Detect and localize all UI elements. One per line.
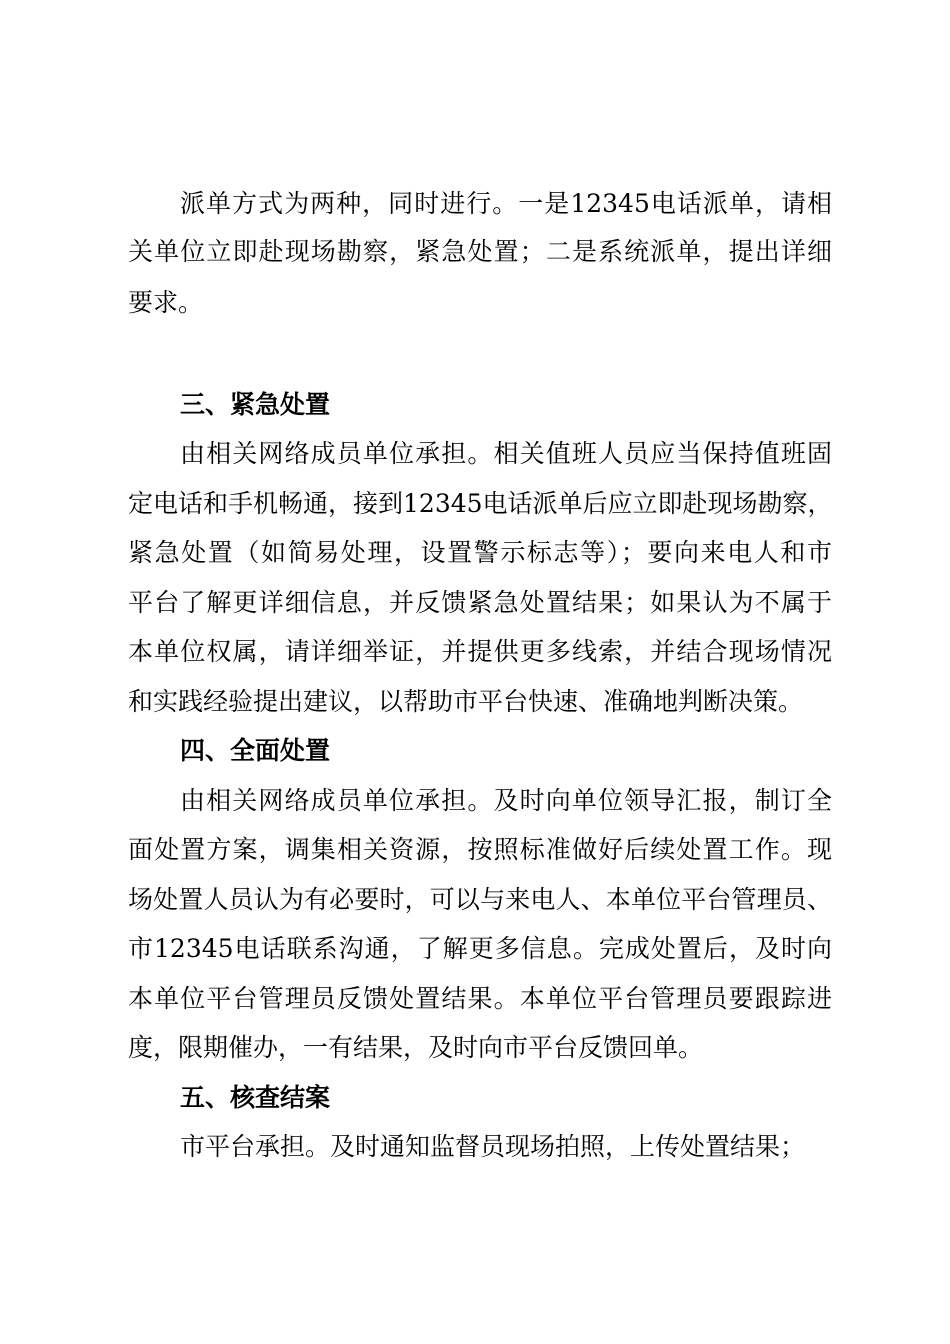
- paragraph-emergency-line-4: 平台了解更详细信息，并反馈紧急处置结果；如果认为不属于: [128, 588, 832, 617]
- section-heading-verify-close: 五、核查结案: [180, 1083, 331, 1112]
- paragraph-emergency-line-3: 紧急处置（如简易处理，设置警示标志等）；要向来电人和市: [128, 538, 832, 567]
- section-heading-full-handling: 四、全面处置: [180, 736, 331, 765]
- paragraph-full-line-1: 由相关网络成员单位承担。及时向单位领导汇报，制订全: [180, 786, 832, 815]
- paragraph-full-line-3: 场处置人员认为有必要时，可以与来电人、本单位平台管理员、: [128, 885, 832, 914]
- paragraph-full-line-4: 市12345电话联系沟通，了解更多信息。完成处置后，及时向: [128, 934, 832, 963]
- paragraph-emergency-line-6: 和实践经验提出建议，以帮助市平台快速、准确地判断决策。: [128, 687, 804, 716]
- paragraph-emergency-line-1: 由相关网络成员单位承担。相关值班人员应当保持值班固: [180, 439, 832, 468]
- paragraph-dispatch-line-3: 要求。: [128, 288, 204, 317]
- paragraph-verify-line-1: 市平台承担。及时通知监督员现场拍照，上传处置结果；: [180, 1132, 806, 1161]
- paragraph-emergency-line-2: 定电话和手机畅通，接到12345电话派单后应立即赴现场勘察，: [128, 489, 833, 518]
- paragraph-full-line-6: 度，限期催办，一有结果，及时向市平台反馈回单。: [128, 1033, 704, 1062]
- paragraph-dispatch-line-2: 关单位立即赴现场勘察，紧急处置；二是系统派单，提出详细: [128, 237, 832, 266]
- paragraph-emergency-line-5: 本单位权属，请详细举证，并提供更多线索，并结合现场情况: [128, 637, 832, 666]
- paragraph-dispatch-line-1: 派单方式为两种，同时进行。一是12345电话派单，请相: [180, 189, 832, 218]
- paragraph-full-line-5: 本单位平台管理员反馈处置结果。本单位平台管理员要跟踪进: [128, 984, 832, 1013]
- section-heading-emergency-handling: 三、紧急处置: [180, 390, 331, 419]
- paragraph-full-line-2: 面处置方案，调集相关资源，按照标准做好后续处置工作。现: [128, 835, 832, 864]
